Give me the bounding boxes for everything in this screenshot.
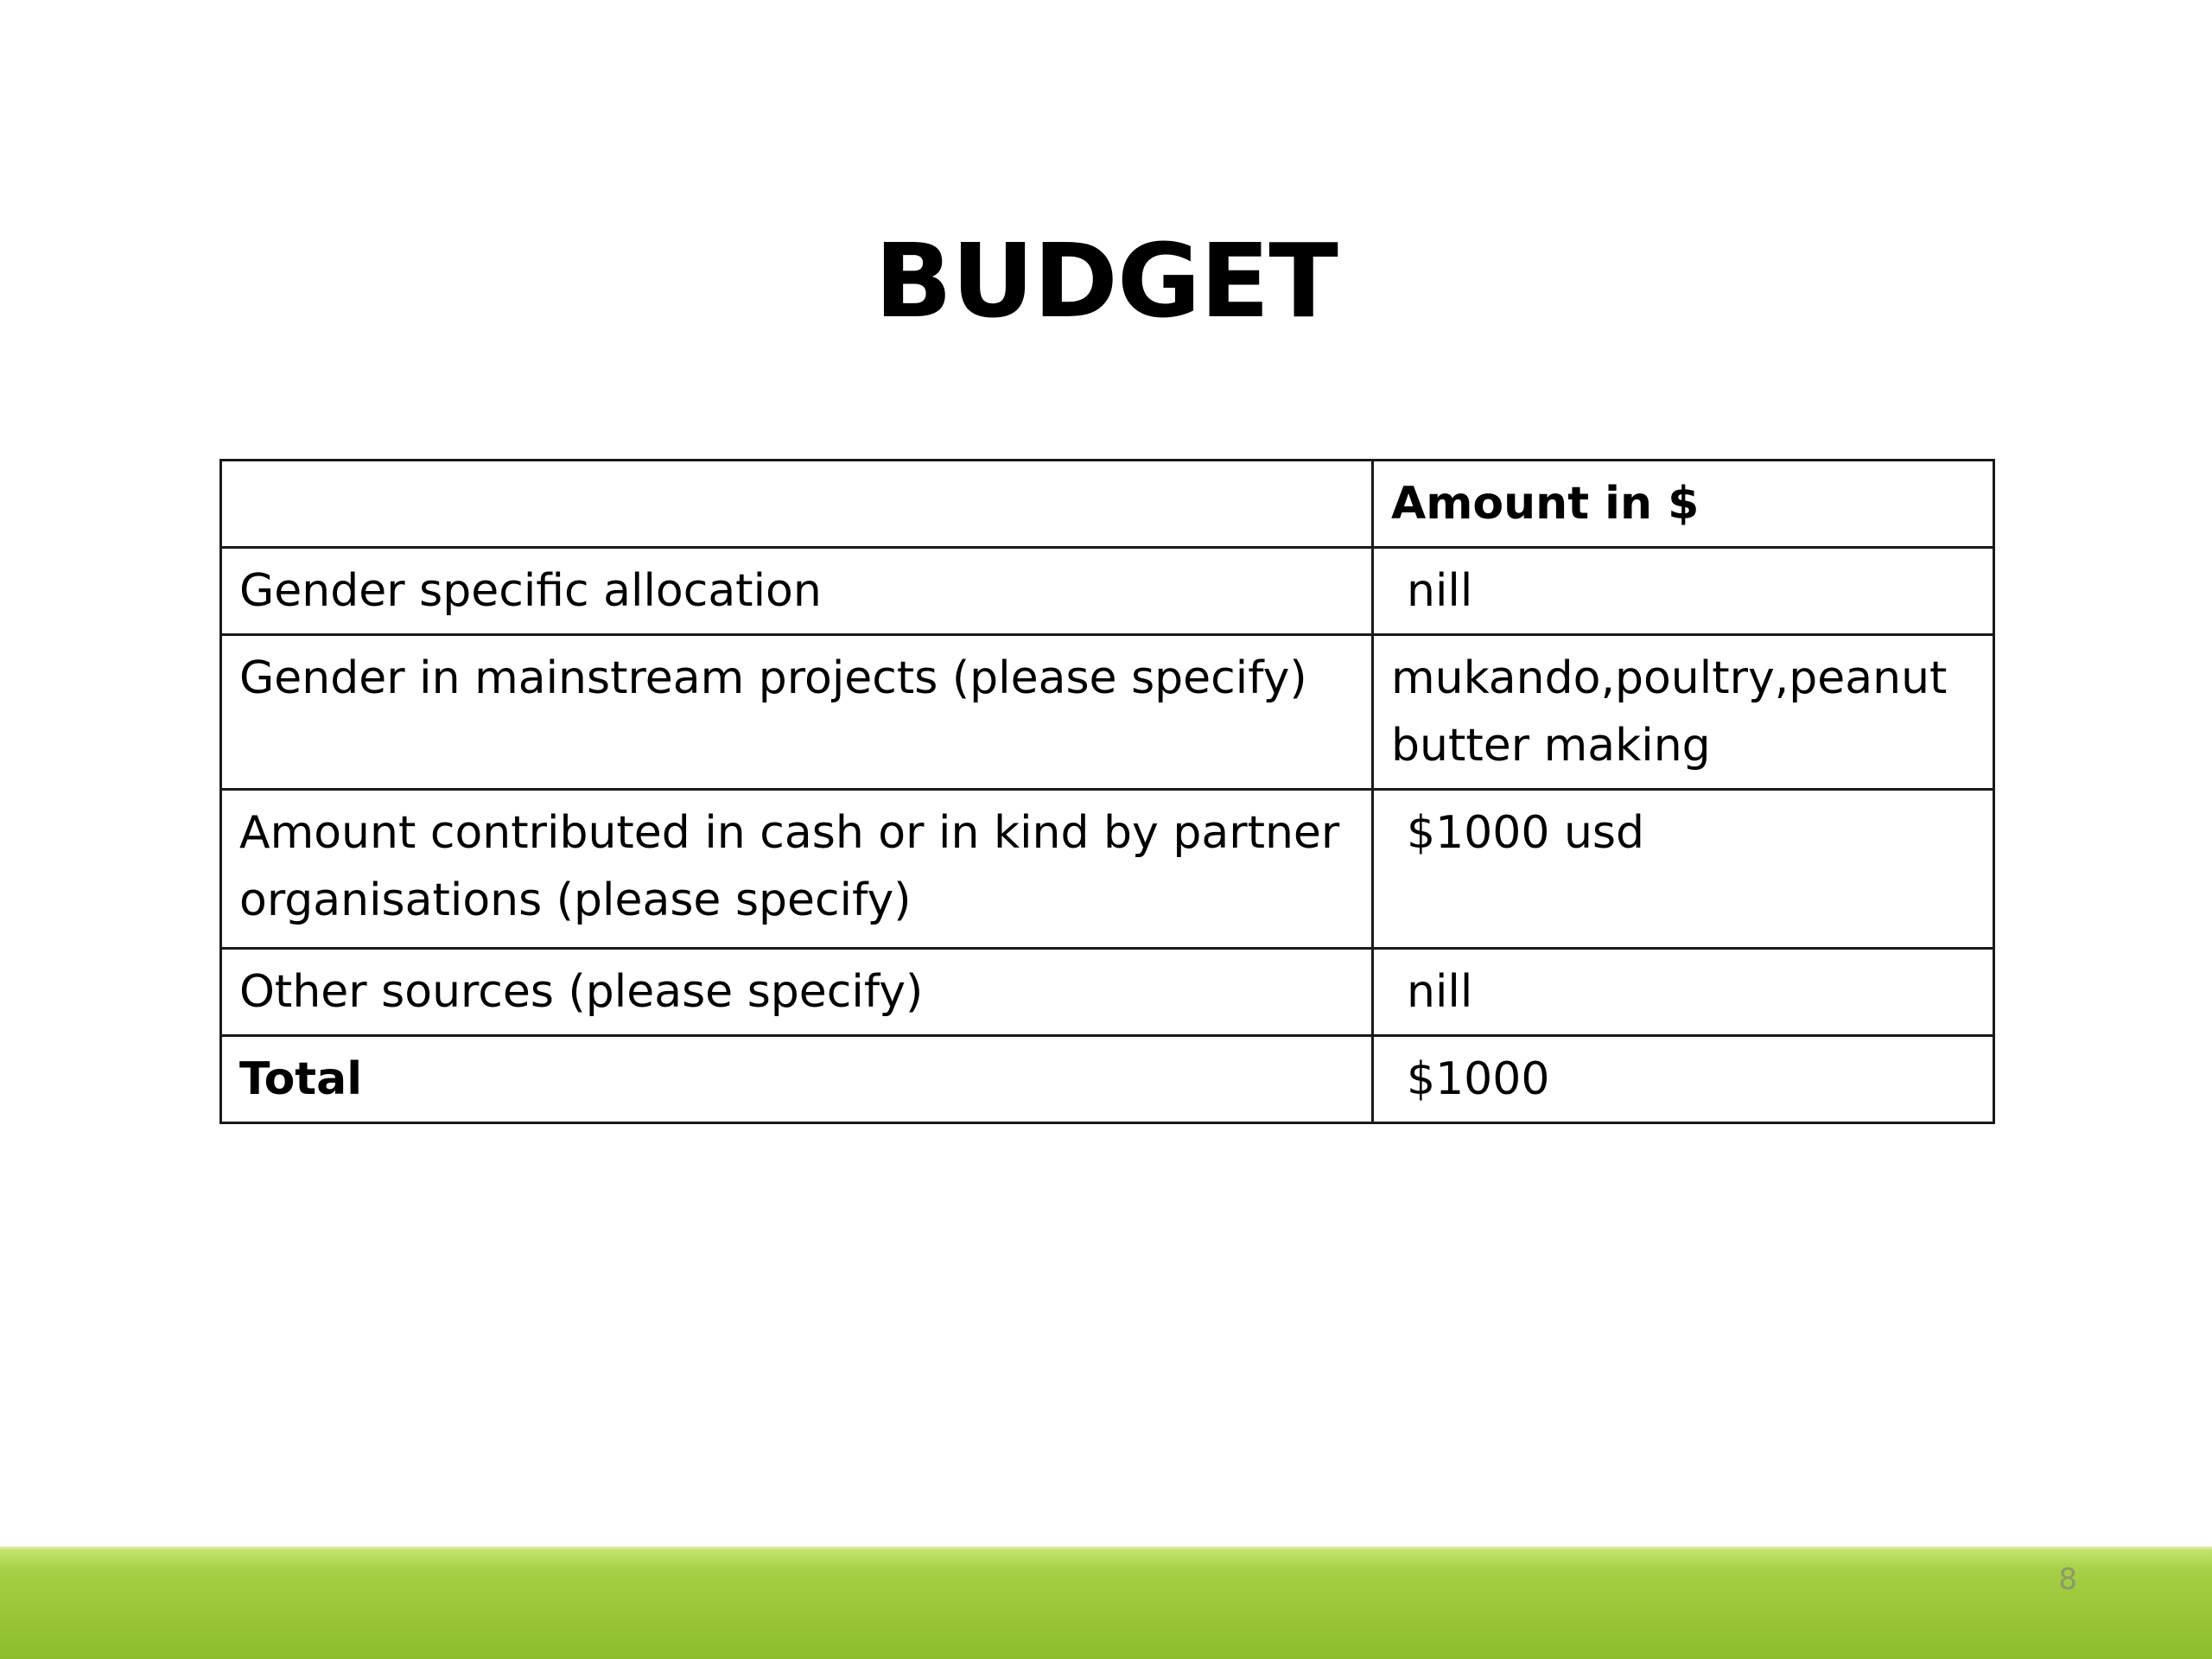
row-label: Amount contributed in cash or in kind by partner organisations (please specify) <box>221 790 1373 949</box>
total-amount-value: $1000 <box>1407 1053 1550 1105</box>
total-label: Total <box>221 1036 1373 1123</box>
row-amount-value: $1000 usd <box>1407 807 1645 859</box>
row-amount-value: nill <box>1407 966 1473 1018</box>
budget-table <box>219 459 1995 1124</box>
table-total-row <box>221 1036 1994 1123</box>
row-label: Gender in mainstream projects (please specify) <box>221 635 1373 790</box>
total-amount <box>1373 1036 1994 1123</box>
table-row <box>221 790 1994 949</box>
row-amount <box>1373 790 1994 949</box>
footer-bar <box>0 1547 2212 1659</box>
page-number: 8 <box>2058 1562 2077 1597</box>
table-header-row <box>221 461 1994 548</box>
row-label: Gender specific allocation <box>221 548 1373 635</box>
row-amount-value: nill <box>1407 565 1473 617</box>
row-amount: mukando,poultry,peanut butter making <box>1373 635 1994 790</box>
table-row <box>221 949 1994 1036</box>
header-label-cell <box>221 461 1373 548</box>
header-amount-cell: Amount in $ <box>1373 461 1994 548</box>
slide-title: BUDGET <box>874 221 1338 340</box>
row-amount <box>1373 548 1994 635</box>
table-row <box>221 635 1994 790</box>
table-row <box>221 548 1994 635</box>
row-label: Other sources (please specify) <box>221 949 1373 1036</box>
row-amount <box>1373 949 1994 1036</box>
